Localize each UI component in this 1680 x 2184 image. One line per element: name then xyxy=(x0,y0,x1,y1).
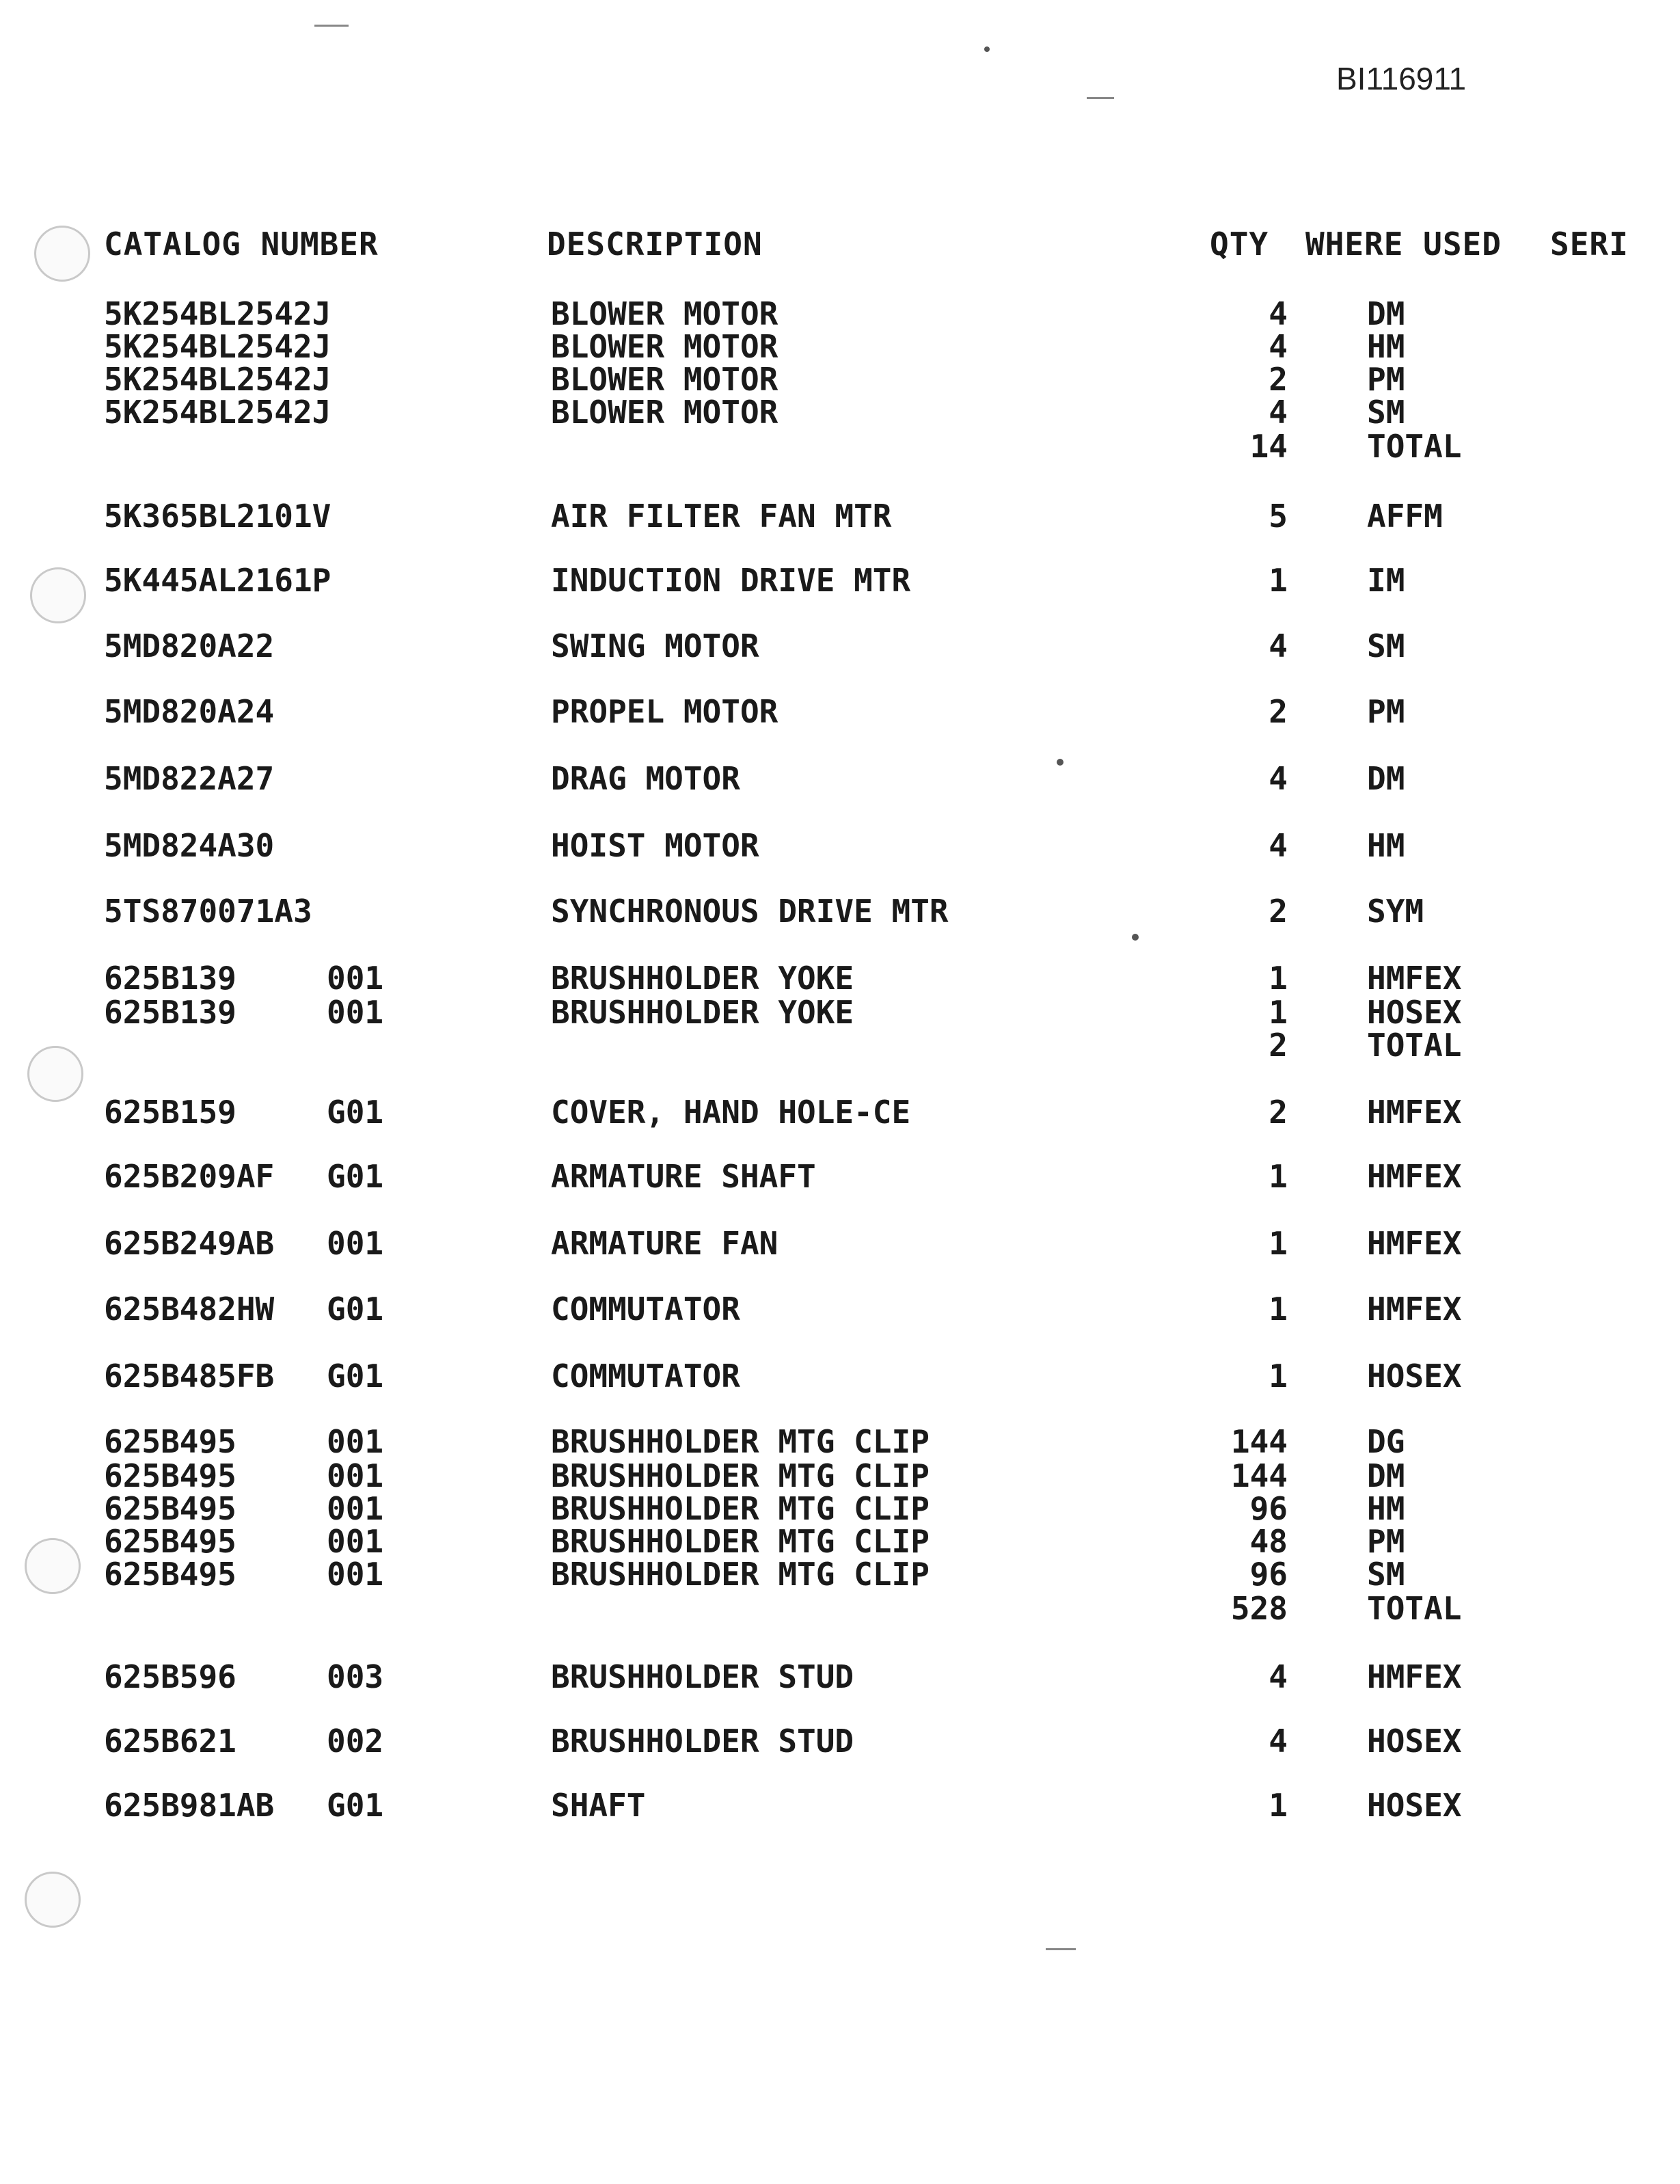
scan-speck xyxy=(984,46,990,52)
table-row xyxy=(0,1027,1680,1064)
table-row xyxy=(0,1787,1680,1824)
table-row xyxy=(0,1158,1680,1195)
binder-hole xyxy=(25,1872,81,1928)
where-used-cell: HOSEX xyxy=(1367,994,1462,1031)
table-row xyxy=(0,428,1680,465)
qty-cell: 2 xyxy=(1269,361,1288,398)
table-row xyxy=(0,994,1680,1031)
qty-header: QTY xyxy=(1210,226,1269,262)
catalog-number-cell: 625B495 xyxy=(104,1423,236,1460)
qty-cell: 4 xyxy=(1269,394,1288,431)
suffix-cell: 001 xyxy=(327,960,384,997)
catalog-number-cell: 625B596 xyxy=(104,1658,236,1695)
description-cell: BRUSHHOLDER MTG CLIP xyxy=(551,1423,930,1460)
qty-cell: 144 xyxy=(1230,1423,1288,1460)
suffix-cell: G01 xyxy=(327,1358,384,1394)
suffix-cell: G01 xyxy=(327,1787,384,1824)
qty-cell: 4 xyxy=(1269,827,1288,864)
where-used-cell: PM xyxy=(1367,1523,1405,1560)
where-used-cell: HMFEX xyxy=(1367,1658,1462,1695)
where-used-cell: HM xyxy=(1367,827,1405,864)
catalog-number-cell: 5K254BL2542J xyxy=(104,361,331,398)
table-row xyxy=(0,394,1680,431)
catalog-number-cell: 5TS870071A3 xyxy=(104,893,312,930)
description-cell: COMMUTATOR xyxy=(551,1291,740,1327)
description-cell: ARMATURE SHAFT xyxy=(551,1158,816,1195)
suffix-cell: 002 xyxy=(327,1723,384,1760)
where-used-cell: HMFEX xyxy=(1367,960,1462,997)
table-row xyxy=(0,1658,1680,1693)
qty-cell: 2 xyxy=(1269,893,1288,930)
qty-cell: 1 xyxy=(1269,994,1288,1031)
where-used-cell: DG xyxy=(1367,1423,1405,1460)
description-cell: AIR FILTER FAN MTR xyxy=(551,498,892,535)
qty-cell: 528 xyxy=(1230,1590,1288,1627)
table-row xyxy=(0,893,1680,930)
scan-mark xyxy=(1046,1948,1076,1950)
scan-speck xyxy=(1132,934,1139,941)
qty-cell: 1 xyxy=(1269,1291,1288,1327)
where-used-cell: SM xyxy=(1367,394,1405,431)
qty-cell: 2 xyxy=(1269,693,1288,730)
where-used-cell: IM xyxy=(1367,562,1405,599)
binder-hole xyxy=(34,226,90,282)
catalog-number-cell: 5K445AL2161P xyxy=(104,562,331,599)
qty-cell: 4 xyxy=(1269,628,1288,664)
catalog-number-cell: 625B621 xyxy=(104,1723,236,1760)
qty-cell: 4 xyxy=(1269,1658,1288,1695)
where-used-cell: TOTAL xyxy=(1367,1590,1462,1627)
description-cell: BRUSHHOLDER YOKE xyxy=(551,994,854,1031)
catalog-number-cell: 5MD820A24 xyxy=(104,693,275,730)
where-used-header: WHERE USED xyxy=(1305,226,1502,262)
description-cell: SHAFT xyxy=(551,1787,646,1824)
qty-cell: 1 xyxy=(1269,1158,1288,1195)
table-row xyxy=(0,628,1680,662)
where-used-cell: HOSEX xyxy=(1367,1723,1462,1760)
table-row xyxy=(0,562,1680,599)
description-cell: BLOWER MOTOR xyxy=(551,361,778,398)
catalog-number-cell: 625B139 xyxy=(104,994,236,1031)
where-used-cell: TOTAL xyxy=(1367,1027,1462,1064)
description-cell: ARMATURE FAN xyxy=(551,1225,778,1262)
catalog-number-cell: 625B485FB xyxy=(104,1358,275,1394)
catalog-number-cell: 625B495 xyxy=(104,1556,236,1593)
suffix-cell: G01 xyxy=(327,1158,384,1195)
serial-header: SERI xyxy=(1550,226,1629,262)
where-used-cell: HOSEX xyxy=(1367,1787,1462,1824)
table-row xyxy=(0,1291,1680,1325)
table-row xyxy=(0,827,1680,864)
catalog-number-cell: 625B495 xyxy=(104,1523,236,1560)
where-used-cell: HMFEX xyxy=(1367,1291,1462,1327)
table-row xyxy=(0,960,1680,997)
scan-mark xyxy=(1087,97,1114,99)
description-cell: DRAG MOTOR xyxy=(551,760,740,797)
qty-cell: 96 xyxy=(1249,1556,1288,1593)
where-used-cell: DM xyxy=(1367,1457,1405,1494)
table-row xyxy=(0,1358,1680,1392)
where-used-cell: HMFEX xyxy=(1367,1158,1462,1195)
description-cell: SYNCHRONOUS DRIVE MTR xyxy=(551,893,949,930)
table-row xyxy=(0,1723,1680,1760)
catalog-number-cell: 5MD822A27 xyxy=(104,760,275,797)
suffix-cell: 001 xyxy=(327,1490,384,1527)
qty-cell: 1 xyxy=(1269,562,1288,599)
description-cell: BRUSHHOLDER YOKE xyxy=(551,960,854,997)
qty-cell: 144 xyxy=(1230,1457,1288,1494)
catalog-number-cell: 625B981AB xyxy=(104,1787,275,1824)
where-used-cell: HMFEX xyxy=(1367,1094,1462,1131)
qty-cell: 96 xyxy=(1249,1490,1288,1527)
table-row xyxy=(0,328,1680,365)
where-used-cell: SM xyxy=(1367,628,1405,664)
where-used-cell: SYM xyxy=(1367,893,1424,930)
suffix-cell: 001 xyxy=(327,994,384,1031)
qty-cell: 1 xyxy=(1269,1358,1288,1394)
catalog-number-header: CATALOG NUMBER xyxy=(104,226,379,262)
where-used-cell: PM xyxy=(1367,693,1405,730)
where-used-cell: HM xyxy=(1367,328,1405,365)
description-cell: BLOWER MOTOR xyxy=(551,394,778,431)
catalog-number-cell: 5K254BL2542J xyxy=(104,394,331,431)
qty-cell: 1 xyxy=(1269,960,1288,997)
qty-cell: 4 xyxy=(1269,295,1288,332)
catalog-number-cell: 625B495 xyxy=(104,1490,236,1527)
catalog-number-cell: 5MD824A30 xyxy=(104,827,275,864)
qty-cell: 5 xyxy=(1269,498,1288,535)
table-row xyxy=(0,1590,1680,1627)
table-row xyxy=(0,1094,1680,1131)
table-row xyxy=(0,1490,1680,1527)
suffix-cell: 001 xyxy=(327,1523,384,1560)
description-cell: BLOWER MOTOR xyxy=(551,328,778,365)
qty-cell: 4 xyxy=(1269,760,1288,797)
description-cell: BRUSHHOLDER MTG CLIP xyxy=(551,1523,930,1560)
qty-cell: 1 xyxy=(1269,1787,1288,1824)
where-used-cell: AFFM xyxy=(1367,498,1443,535)
table-row xyxy=(0,1457,1680,1492)
qty-cell: 4 xyxy=(1269,328,1288,365)
catalog-number-cell: 5K365BL2101V xyxy=(104,498,331,535)
suffix-cell: G01 xyxy=(327,1291,384,1327)
table-row xyxy=(0,1423,1680,1460)
where-used-cell: DM xyxy=(1367,295,1405,332)
qty-cell: 48 xyxy=(1249,1523,1288,1560)
qty-cell: 2 xyxy=(1269,1094,1288,1131)
where-used-cell: HM xyxy=(1367,1490,1405,1527)
suffix-cell: 003 xyxy=(327,1658,384,1695)
qty-cell: 1 xyxy=(1269,1225,1288,1262)
description-cell: PROPEL MOTOR xyxy=(551,693,778,730)
table-row xyxy=(0,1523,1680,1560)
where-used-cell: DM xyxy=(1367,760,1405,797)
scan-mark xyxy=(314,25,349,27)
catalog-number-cell: 625B482HW xyxy=(104,1291,275,1327)
description-cell: BLOWER MOTOR xyxy=(551,295,778,332)
description-cell: BRUSHHOLDER MTG CLIP xyxy=(551,1490,930,1527)
description-cell: COVER, HAND HOLE-CE xyxy=(551,1094,911,1131)
description-cell: SWING MOTOR xyxy=(551,628,759,664)
catalog-number-cell: 5MD820A22 xyxy=(104,628,275,664)
description-header: DESCRIPTION xyxy=(547,226,763,262)
description-cell: HOIST MOTOR xyxy=(551,827,759,864)
suffix-cell: 001 xyxy=(327,1225,384,1262)
qty-cell: 14 xyxy=(1249,428,1288,465)
table-row xyxy=(0,361,1680,398)
where-used-cell: PM xyxy=(1367,361,1405,398)
suffix-cell: G01 xyxy=(327,1094,384,1131)
table-row xyxy=(0,1556,1680,1593)
table-row xyxy=(0,498,1680,535)
catalog-number-cell: 625B159 xyxy=(104,1094,236,1131)
description-cell: BRUSHHOLDER MTG CLIP xyxy=(551,1556,930,1593)
description-cell: BRUSHHOLDER MTG CLIP xyxy=(551,1457,930,1494)
description-cell: BRUSHHOLDER STUD xyxy=(551,1658,854,1695)
where-used-cell: HOSEX xyxy=(1367,1358,1462,1394)
description-cell: INDUCTION DRIVE MTR xyxy=(551,562,911,599)
description-cell: COMMUTATOR xyxy=(551,1358,740,1394)
suffix-cell: 001 xyxy=(327,1556,384,1593)
catalog-number-cell: 625B209AF xyxy=(104,1158,275,1195)
qty-cell: 2 xyxy=(1269,1027,1288,1064)
table-row xyxy=(0,1225,1680,1262)
document-id: BI116911 xyxy=(1336,61,1467,96)
catalog-number-cell: 625B495 xyxy=(104,1457,236,1494)
suffix-cell: 001 xyxy=(327,1457,384,1494)
catalog-number-cell: 5K254BL2542J xyxy=(104,295,331,332)
where-used-cell: HMFEX xyxy=(1367,1225,1462,1262)
qty-cell: 4 xyxy=(1269,1723,1288,1760)
table-row xyxy=(0,693,1680,730)
description-cell: BRUSHHOLDER STUD xyxy=(551,1723,854,1760)
where-used-cell: TOTAL xyxy=(1367,428,1462,465)
suffix-cell: 001 xyxy=(327,1423,384,1460)
catalog-number-cell: 625B139 xyxy=(104,960,236,997)
table-row xyxy=(0,760,1680,797)
where-used-cell: SM xyxy=(1367,1556,1405,1593)
catalog-number-cell: 625B249AB xyxy=(104,1225,275,1262)
catalog-number-cell: 5K254BL2542J xyxy=(104,328,331,365)
table-row xyxy=(0,295,1680,332)
